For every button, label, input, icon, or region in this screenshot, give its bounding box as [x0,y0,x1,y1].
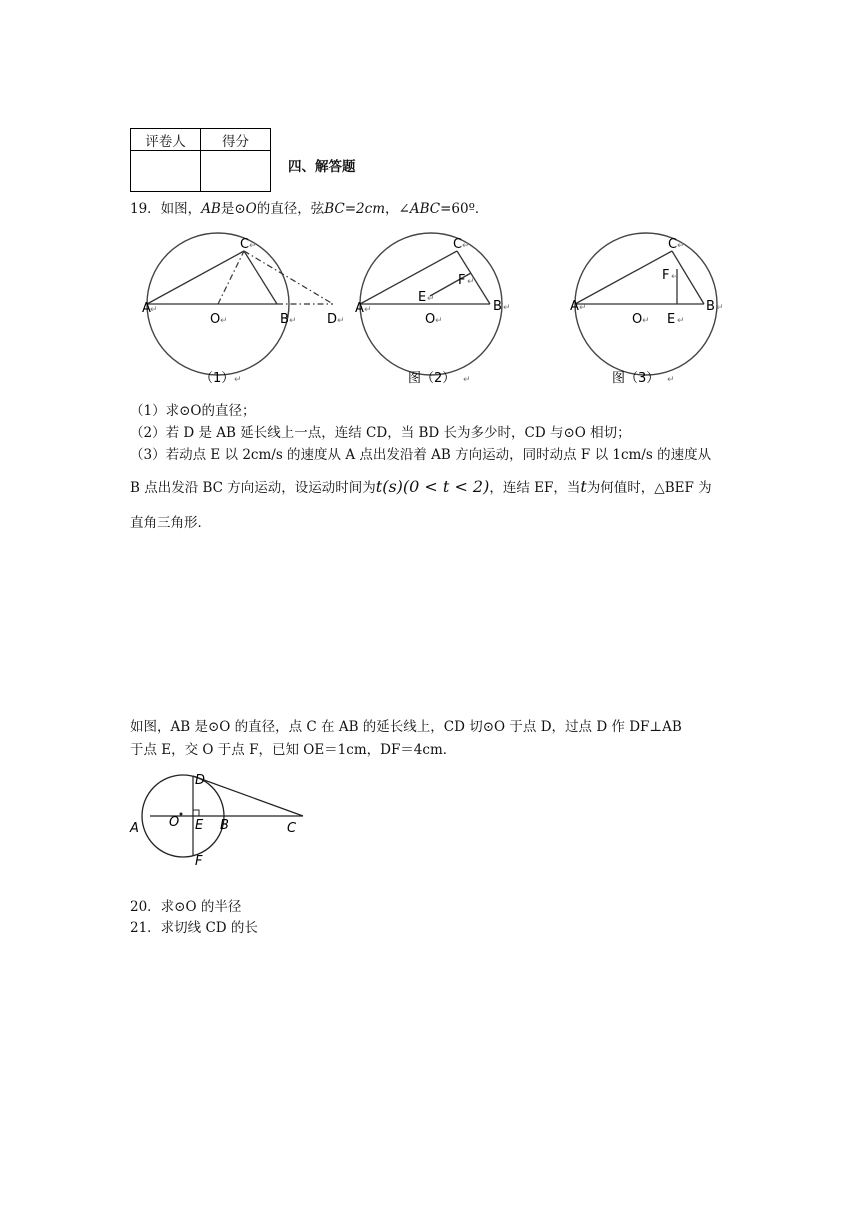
q20-label-a: A [130,821,139,836]
fig3-caption: 图（3） [612,371,660,386]
fig2-label-a: A [355,301,364,316]
fig3-mark-o: ↵ [642,316,650,326]
fig3-label-f: F [662,268,670,283]
fig1-label-d: D [327,312,338,327]
q20-question: 20．求⊙O 的半径 [130,899,242,915]
q20-label-d: D [195,773,206,788]
q19-part2: （2）若 D 是 AB 延长线上一点，连结 CD，当 BD 长为多少时，CD 与⊙O 相切； [130,425,631,441]
fig3-mark-c: ↵ [677,241,685,251]
fig3-caption-mark: ↵ [667,375,675,385]
fig3-label-c: C [668,237,678,252]
score-table-cell-score[interactable] [201,151,271,192]
q19-intro-cm: cm [364,201,386,217]
q19-part3-t: t [580,477,587,496]
q19-part3-math: t(s)(0 < t < 2) [375,477,490,496]
q20-tangent-cd [193,776,303,816]
fig1-chord-ac [147,251,244,304]
score-table-header-score: 得分 [201,129,271,151]
q19-intro [130,200,488,218]
q20-right-angle-mark [193,810,199,816]
fig2-mark-o: ↵ [435,316,443,326]
fig2-mark-c: ↵ [462,241,470,251]
fig3-mark-a: ↵ [579,303,587,313]
q19-intro-bc: BC=2 [324,201,365,217]
figure-3 [570,233,724,386]
q20-figure [125,770,315,870]
fig3-chord-ac [575,251,672,304]
q20-intro-line2: 于点 E，交 O 于点 F，已知 OE＝1cm，DF＝4cm． [130,742,457,758]
fig1-mark-b: ↵ [289,316,297,326]
fig1-mark-c: ↵ [249,241,257,251]
q20-label-e: E [195,818,204,833]
fig1-label-c: C [240,237,250,252]
fig3-mark-e: ↵ [677,316,685,326]
q19-intro-end: =60º． [440,201,489,217]
q19-intro-o: O [245,201,257,217]
q19-part3-line2-c: 为何值时，△BEF 为 [586,480,712,496]
score-table-header-grader: 评卷人 [131,129,201,151]
fig2-chord-ac [360,251,457,304]
fig2-label-f: F [458,273,466,288]
fig1-mark-d: ↵ [337,316,345,326]
fig1-caption: （1） [200,371,235,386]
q19-part3-line2-b: ，连结 EF，当 [489,480,581,496]
q19-figures [130,228,730,388]
q21-question: 21．求切线 CD 的长 [130,920,258,936]
fig1-label-a: A [142,301,151,316]
fig1-label-o: O [210,312,221,327]
fig1-label-b: B [280,312,289,327]
fig1-mark-a: ↵ [150,305,158,315]
q20-intro-line1: 如图，AB 是⊙O 的直径，点 C 在 AB 的延长线上，CD 切⊙O 于点 D，过点 D 作 DF⊥AB [130,719,682,735]
fig3-label-o: O [632,312,643,327]
q20-center-point [180,813,183,816]
figure-1 [142,233,345,386]
fig3-label-a: A [570,299,579,314]
score-table-cell-grader[interactable] [131,151,201,192]
fig2-mark-a: ↵ [364,305,372,315]
q19-intro-mid2: 的直径，弦 [256,201,325,217]
fig2-label-b: B [493,299,502,314]
score-table [130,128,271,192]
fig2-mark-b: ↵ [503,303,511,313]
q19-part1: （1）求⊙O的直径； [130,403,256,419]
fig1-dashed-oc [218,251,244,304]
q20-label-b: B [220,818,229,833]
fig1-caption-mark: ↵ [234,375,242,385]
fig2-caption-mark: ↵ [463,375,471,385]
q19-intro-mid: 是⊙ [220,201,246,217]
q20-label-o: O [169,815,180,830]
q19-part3-line2-a: B 点出发沿 BC 方向运动，设运动时间为 [130,480,376,496]
q20-label-c: C [287,821,297,836]
q19-intro-mid3: ，∠ [385,201,410,217]
q19-intro-abc: ABC [409,201,441,217]
q19-part3-line2 [130,478,712,497]
fig2-mark-e: ↵ [427,294,435,304]
fig3-mark-f: ↵ [671,272,679,282]
q19-intro-prefix: 19．如图， [130,201,202,217]
figure-2 [355,233,511,386]
fig3-mark-b: ↵ [716,303,724,313]
fig2-mark-f: ↵ [467,277,475,287]
q19-part3-line1: （3）若动点 E 以 2cm/s 的速度从 A 点出发沿着 AB 方向运动，同时动点 F 以 1cm/s 的速度从 [130,447,712,463]
fig1-mark-o: ↵ [220,316,228,326]
fig3-label-e: E [667,312,676,327]
fig2-label-e: E [418,290,427,305]
fig2-label-o: O [425,312,436,327]
fig3-label-b: B [706,299,715,314]
fig2-label-c: C [453,237,463,252]
fig2-caption: 图（2） [408,371,456,386]
section-title: 四、解答题 [288,159,356,175]
q19-part3-line3: 直角三角形． [130,515,211,531]
q19-intro-ab: AB [201,201,221,217]
q20-label-f: F [195,854,203,869]
